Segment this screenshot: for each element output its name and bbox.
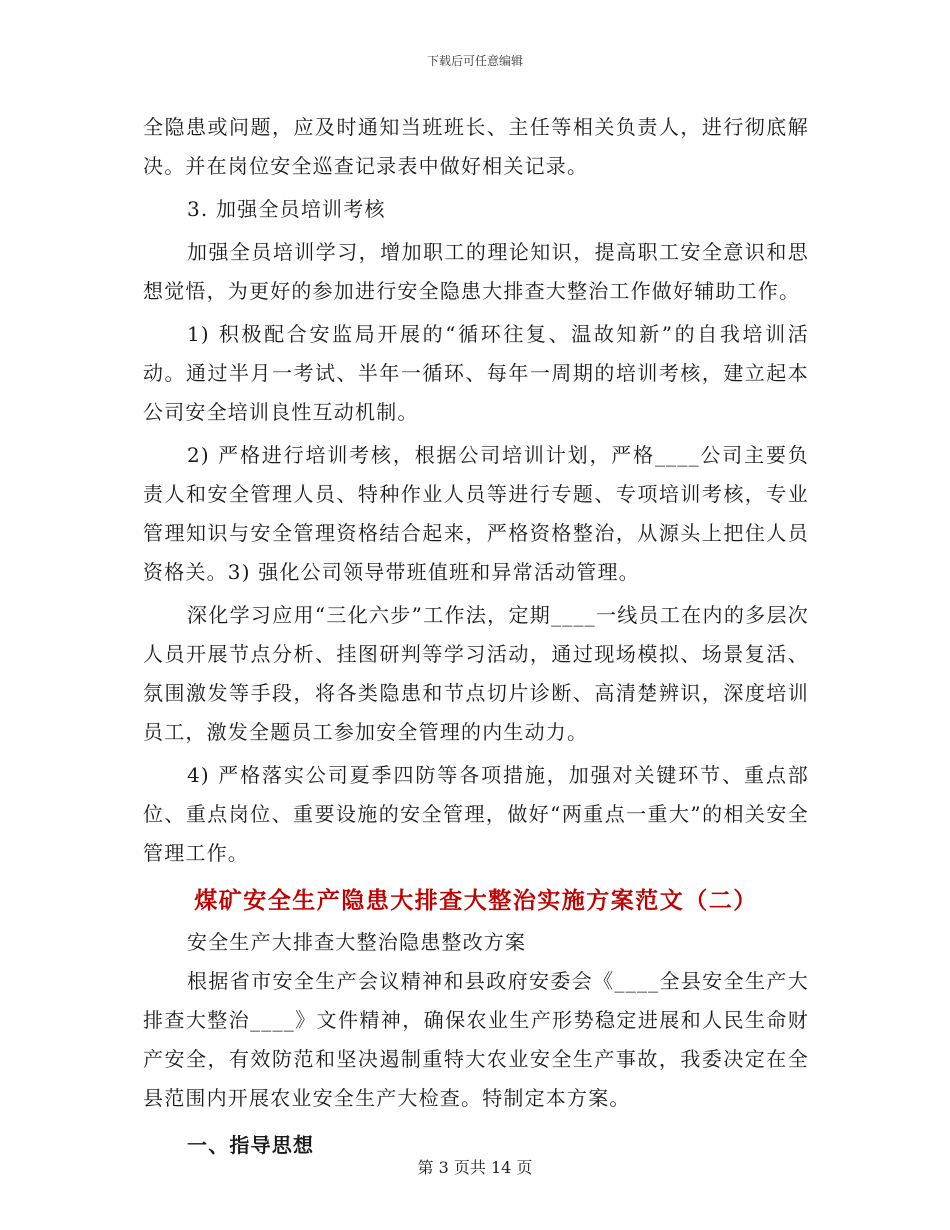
paragraph: 加强全员培训学习，增加职工的理论知识，提高职工安全意识和思想觉悟，为更好的参加进行安全隐患大排查大整治工作做好辅助工作。	[143, 240, 809, 303]
document-body	[143, 108, 809, 1165]
page-footer: 第 3 页共 14 页	[417, 1158, 533, 1177]
list-heading: 3. 加强全员培训考核	[187, 197, 386, 221]
paragraph: 4) 严格落实公司夏季四防等各项措施，加强对关键环节、重点部位、重点岗位、重要设施的安全管理，做好“两重点一重大”的相关安全管理工作。	[143, 763, 809, 865]
section-title: 煤矿安全生产隐患大排查大整治实施方案范文（二）	[194, 887, 758, 914]
paragraph: 根据省市安全生产会议精神和县政府安委会《____全县安全生产大排查大整治____》文件精神，确保农业生产形势稳定进展和人民生命财产安全，有效防范和坚决遏制重特大农业安全生产事故，我委决定在全县范围内开展农业安全生产大检查。特制定本方案。	[143, 969, 809, 1110]
page-header: 下载后可任意编辑	[426, 54, 523, 68]
paragraph: 2) 严格进行培训考核，根据公司培训计划，严格____公司主要负责人和安全管理人员、特种作业人员等进行专题、专项培训考核，专业管理知识与安全管理资格结合起来，严格资格整治，从源头上把住人员资格关。3) 强化公司领导带班值班和异常活动管理。	[143, 443, 809, 584]
paragraph: 1) 积极配合安监局开展的“循环往复、温故知新”的自我培训活动。通过半月一考试、半年一循环、每年一周期的培训考核，建立起本公司安全培训良性互动机制。	[143, 322, 809, 424]
paragraph: 全隐患或问题，应及时通知当班班长、主任等相关负责人，进行彻底解决。并在岗位安全巡查记录表中做好相关记录。	[143, 115, 809, 178]
subheading: 一、指导思想	[187, 1133, 315, 1157]
paragraph: 安全生产大排查大整治隐患整改方案	[187, 930, 527, 954]
paragraph: 深化学习应用“三化六步”工作法，定期____一线员工在内的多层次人员开展节点分析、挂图研判等学习活动，通过现场模拟、场景复活、氛围激发等手段，将各类隐患和节点切片诊断、高清楚辨识，深度培训员工，激发全题员工参加安全管理的内生动力。	[143, 603, 809, 744]
